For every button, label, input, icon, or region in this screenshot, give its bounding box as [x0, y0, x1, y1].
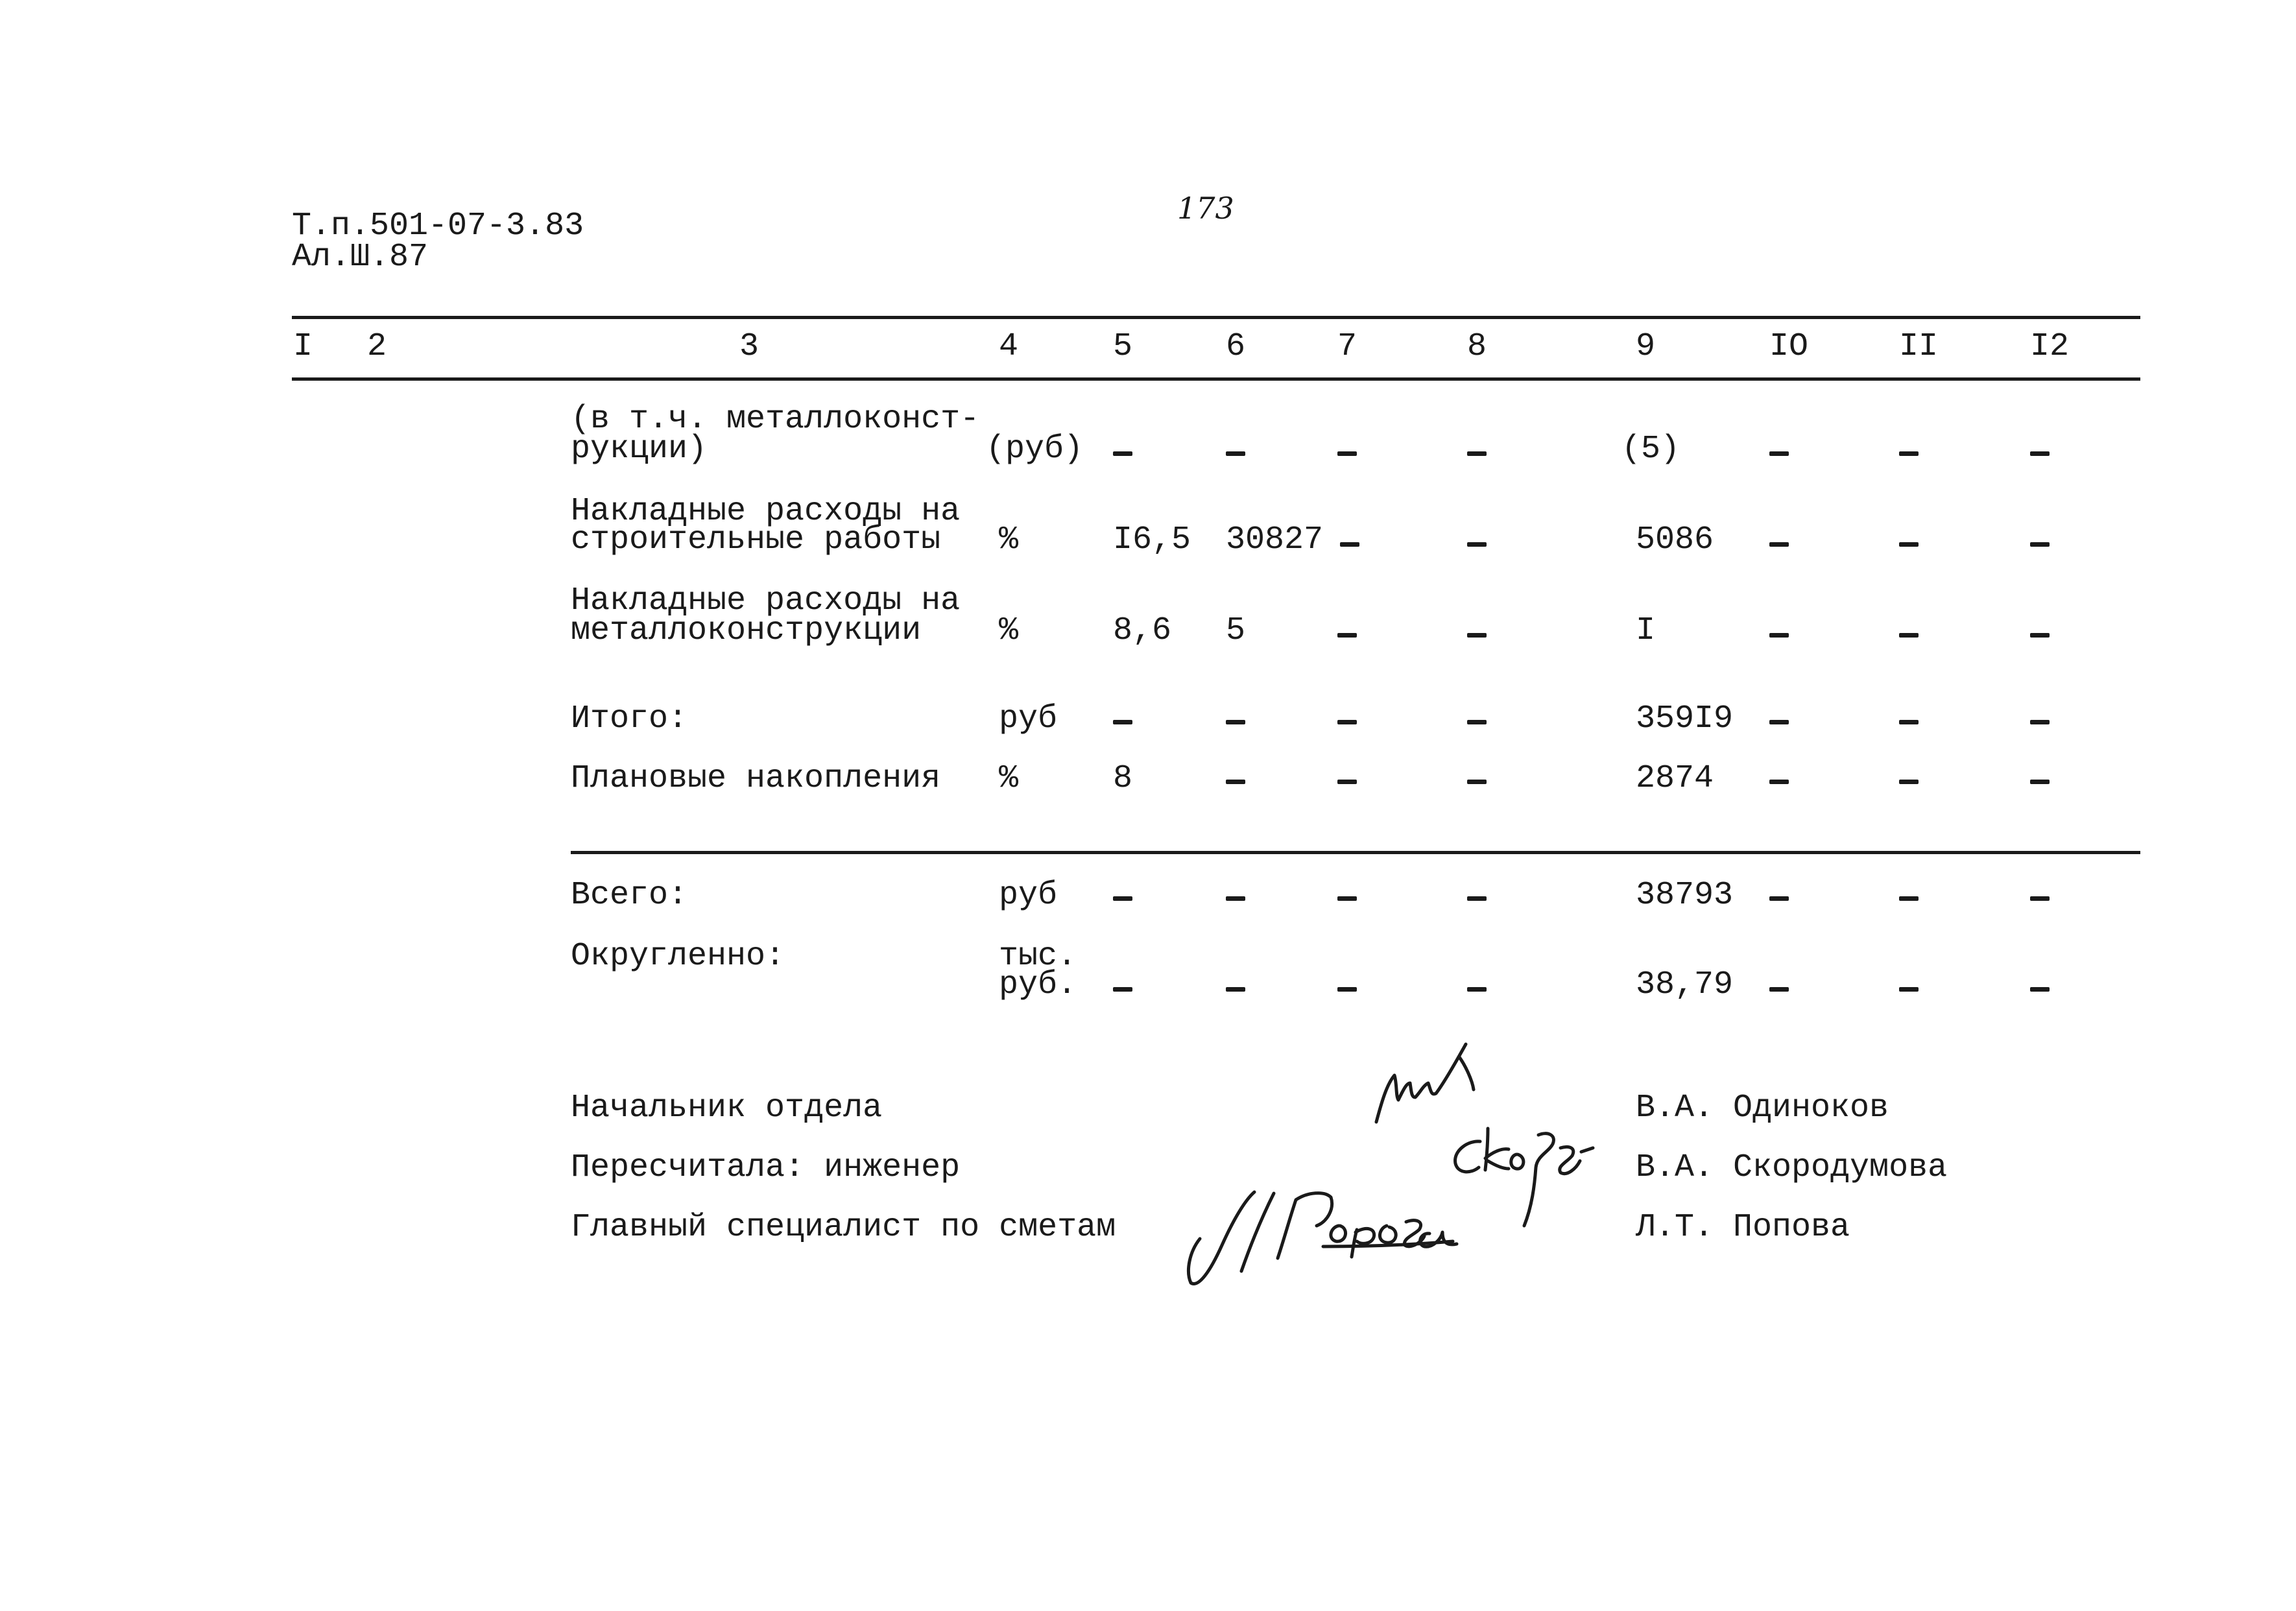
total-separator-rule: [571, 851, 2140, 854]
page-number: 173: [1177, 191, 1234, 226]
row-name-line: Плановые накопления: [571, 760, 941, 797]
row-rate: 8,6: [1113, 612, 1172, 649]
empty-cell-dash: [2030, 633, 2050, 638]
column-number-11: II: [1899, 328, 1939, 365]
header-top-rule: [292, 316, 2140, 319]
row-unit: (руб): [986, 431, 1084, 468]
column-number-3: 3: [739, 328, 759, 365]
empty-cell-dash: [1467, 720, 1487, 724]
empty-cell-dash: [1467, 451, 1487, 456]
row-name-line: Округленно:: [571, 938, 785, 975]
empty-cell-dash: [1769, 633, 1789, 638]
column-number-7: 7: [1337, 328, 1357, 365]
empty-cell-dash: [1337, 720, 1357, 724]
empty-cell-dash: [1899, 780, 1919, 784]
empty-cell-dash: [1340, 542, 1359, 547]
row-total-value: 38,79: [1636, 966, 1734, 1003]
column-number-9: 9: [1636, 328, 1656, 365]
row-unit: руб: [999, 700, 1058, 737]
empty-cell-dash: [1113, 896, 1132, 901]
empty-cell-dash: [1467, 987, 1487, 992]
empty-cell-dash: [1467, 780, 1487, 784]
empty-cell-dash: [1899, 720, 1919, 724]
row-unit: руб.: [999, 966, 1077, 1003]
row-unit: %: [999, 760, 1019, 797]
empty-cell-dash: [2030, 987, 2050, 992]
empty-cell-dash: [1899, 633, 1919, 638]
row-unit: %: [999, 612, 1019, 649]
empty-cell-dash: [1899, 451, 1919, 456]
column-number-4: 4: [999, 328, 1019, 365]
empty-cell-dash: [1467, 896, 1487, 901]
column-number-6: 6: [1226, 328, 1246, 365]
handwritten-signature-1: [1369, 1038, 1479, 1128]
empty-cell-dash: [1113, 987, 1132, 992]
handwritten-signature-3: [1180, 1174, 1466, 1291]
empty-cell-dash: [1899, 896, 1919, 901]
empty-cell-dash: [1226, 451, 1245, 456]
row-name-line: Итого:: [571, 700, 688, 737]
empty-cell-dash: [1226, 780, 1245, 784]
row-unit: тыс.: [999, 938, 1077, 975]
row-name-line: строительные работы: [571, 521, 941, 558]
row-unit: руб: [999, 877, 1058, 914]
empty-cell-dash: [2030, 720, 2050, 724]
column-number-12: I2: [2030, 328, 2070, 365]
row-name-line: Всего:: [571, 877, 688, 914]
row-total-value: 38793: [1636, 877, 1734, 914]
empty-cell-dash: [1226, 720, 1245, 724]
row-base: 30827: [1226, 521, 1324, 558]
empty-cell-dash: [2030, 780, 2050, 784]
row-name-line: металлоконструкции: [571, 612, 922, 649]
empty-cell-dash: [2030, 451, 2050, 456]
empty-cell-dash: [1769, 896, 1789, 901]
empty-cell-dash: [1113, 451, 1132, 456]
empty-cell-dash: [1337, 896, 1357, 901]
row-rate: I6,5: [1113, 521, 1191, 558]
empty-cell-dash: [1769, 542, 1789, 547]
column-number-10: IO: [1769, 328, 1809, 365]
empty-cell-dash: [1467, 633, 1487, 638]
row-total-value: 2874: [1636, 760, 1714, 797]
column-number-1: I: [293, 328, 313, 365]
empty-cell-dash: [1467, 542, 1487, 547]
empty-cell-dash: [1899, 987, 1919, 992]
row-base: 5: [1226, 612, 1246, 649]
row-total-value: I: [1636, 612, 1656, 649]
header-bottom-rule: [292, 377, 2140, 381]
column-number-2: 2: [367, 328, 387, 365]
empty-cell-dash: [1226, 987, 1245, 992]
signature-role: Главный специалист по сметам: [571, 1209, 1116, 1246]
empty-cell-dash: [1337, 780, 1357, 784]
row-name-line: Накладные расходы на: [571, 493, 961, 530]
signature-name: В.А. Скородумова: [1636, 1149, 1948, 1186]
empty-cell-dash: [2030, 542, 2050, 547]
row-unit: %: [999, 521, 1019, 558]
signature-role: Начальник отдела: [571, 1090, 883, 1127]
signature-role: Пересчитала: инженер: [571, 1149, 961, 1186]
empty-cell-dash: [1769, 451, 1789, 456]
handwritten-signature-2: [1446, 1122, 1596, 1239]
row-name-line: Накладные расходы на: [571, 582, 961, 619]
empty-cell-dash: [1769, 780, 1789, 784]
row-name-line: (в т.ч. металлоконст-: [571, 401, 980, 438]
empty-cell-dash: [1113, 720, 1132, 724]
empty-cell-dash: [1337, 633, 1357, 638]
row-total-value: (5): [1621, 431, 1680, 468]
empty-cell-dash: [1899, 542, 1919, 547]
empty-cell-dash: [1337, 451, 1357, 456]
empty-cell-dash: [1337, 987, 1357, 992]
column-number-5: 5: [1113, 328, 1133, 365]
row-rate: 8: [1113, 760, 1133, 797]
column-number-8: 8: [1467, 328, 1487, 365]
row-total-value: 359I9: [1636, 700, 1734, 737]
empty-cell-dash: [2030, 896, 2050, 901]
empty-cell-dash: [1769, 987, 1789, 992]
row-total-value: 5086: [1636, 521, 1714, 558]
signature-name: Л.Т. Попова: [1636, 1209, 1850, 1246]
album-number: Ал.Ш.87: [292, 239, 429, 276]
signature-name: В.А. Одиноков: [1636, 1090, 1889, 1127]
empty-cell-dash: [1226, 896, 1245, 901]
document-code: Т.п.501-07-3.83: [292, 208, 584, 245]
row-name-line: рукции): [571, 431, 708, 468]
empty-cell-dash: [1769, 720, 1789, 724]
